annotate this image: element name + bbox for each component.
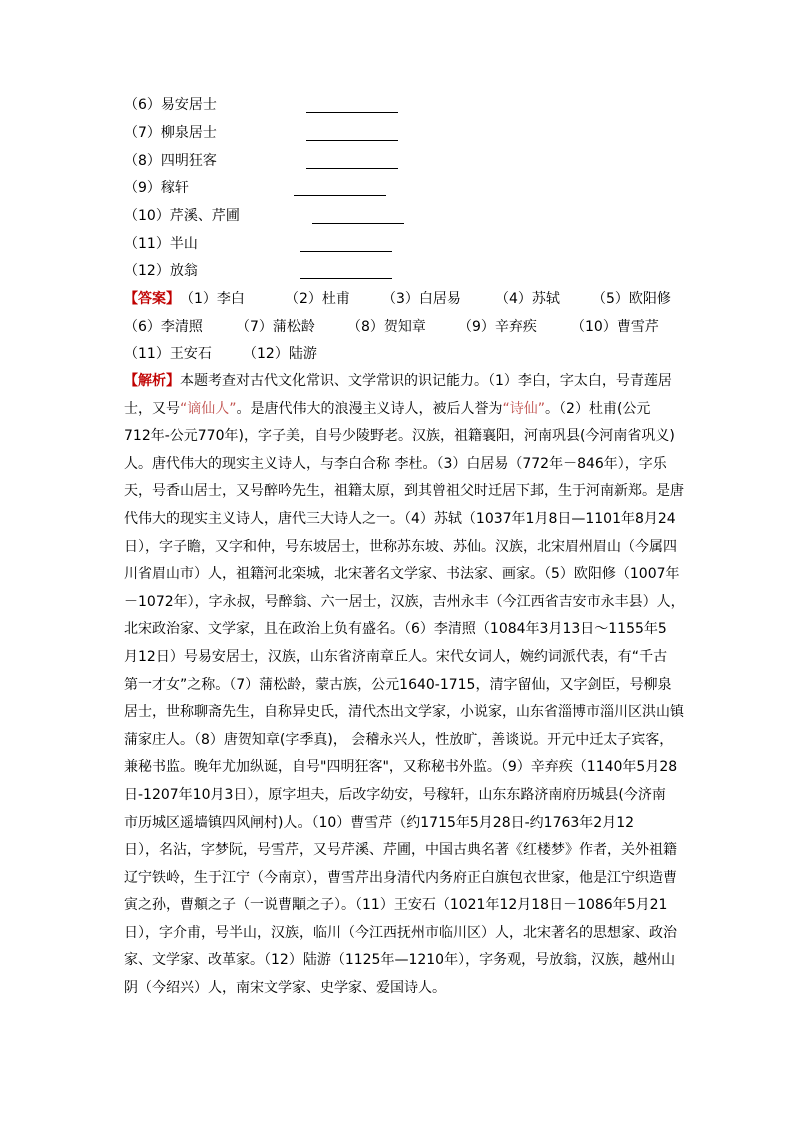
answer-item: （1）李白	[180, 291, 245, 307]
question-label: （9）稼轩	[124, 180, 189, 196]
analysis-line: 第一才女”之称。（7）蒲松龄，蒙古族，公元1640-1715，清字留仙，又字剑臣，号柳泉	[124, 676, 672, 693]
analysis-line: 天，号香山居士，又号醉吟先生，祖籍太原，到其曾祖父时迁居下邽，生于河南新郑。是唐	[124, 483, 684, 500]
answer-item: （4）苏轼	[495, 291, 560, 307]
question-label: （8）四明狂客	[124, 153, 217, 169]
answer-blank[interactable]	[300, 278, 392, 279]
answer-item: （12）陆游	[243, 346, 317, 362]
answer-item: （2）杜甫	[285, 291, 350, 307]
answer-row	[124, 318, 659, 336]
question-line	[124, 207, 240, 225]
analysis-line: 代伟大的现实主义诗人，唐代三大诗人之一。（4）苏轼（1037年1月8日—1101年8月24	[124, 510, 676, 527]
answer-item: （10）曹雪芹	[571, 319, 659, 335]
answer-item: （8）贺知章	[347, 319, 426, 335]
analysis-paragraph	[124, 368, 685, 1003]
answer-item: （3）白居易	[382, 291, 461, 307]
question-line	[124, 124, 217, 142]
answer-blank[interactable]	[306, 168, 398, 169]
answer-row	[124, 345, 317, 363]
analysis-line: 兼秘书监。晚年尤加纵诞，自号"四明狂客"，又称秘书外监。（9）辛弃疾（1140年5月28	[124, 759, 678, 776]
analysis-line: 日-1207年10月3日），原字坦夫，后改字幼安，号稼轩，山东东路济南府历城县(今济南	[124, 786, 666, 803]
analysis-line: 寅之孙，曹頫之子（一说曹顒之子）。（11）王安石（1021年12月18日－1086年5月21	[124, 897, 668, 914]
analysis-line: 川省眉山市）人，祖籍河北栾城，北宋著名文学家、书法家、画家。（5）欧阳修（1007年	[124, 566, 680, 583]
question-label: （10）芹溪、芹圃	[124, 208, 240, 224]
analysis-line: 居士，世称聊斋先生，自称异史氏，清代杰出文学家，小说家，山东省淄博市淄川区洪山镇	[124, 704, 684, 721]
answer-blank[interactable]	[306, 140, 398, 141]
answer-blank[interactable]	[306, 112, 398, 113]
question-label: （11）半山	[124, 236, 198, 252]
question-line	[124, 96, 217, 114]
answer-row	[124, 290, 671, 308]
answer-tag: 【答案】	[124, 291, 180, 307]
answer-item: （6）李清照	[124, 319, 203, 335]
answer-item: （11）王安石	[124, 346, 212, 362]
analysis-line: 辽宁铁岭，生于江宁（今南京），曹雪芹出身清代内务府正白旗包衣世家，他是江宁织造曹	[124, 869, 677, 886]
question-label: （12）放翁	[124, 263, 198, 279]
highlight-text: “诗仙”	[502, 400, 546, 417]
answer-item: （5）欧阳修	[592, 291, 671, 307]
answer-item: （9）辛弃疾	[458, 319, 537, 335]
question-line	[124, 235, 198, 253]
question-line	[124, 262, 198, 280]
analysis-tag: 【解析】	[124, 373, 180, 389]
highlight-text: “谪仙人”	[180, 400, 237, 417]
question-label: （6）易安居士	[124, 97, 217, 113]
analysis-line: －1072年），字永叔，号醉翁、六一居士，汉族，吉州永丰（今江西省吉安市永丰县）人，	[124, 593, 685, 610]
analysis-line: 712年-公元770年)，字子美，自号少陵野老。汉族，祖籍襄阳，河南巩县(今河南省巩义)	[124, 428, 675, 445]
answer-blank[interactable]	[300, 251, 392, 252]
analysis-line: 北宋政治家、文学家，且在政治上负有盛名。（6）李清照（1084年3月13日～1155年5	[124, 621, 667, 638]
question-line	[124, 152, 217, 170]
answer-item: （7）蒲松龄	[236, 319, 315, 335]
analysis-line: 月12日）号易安居士，汉族，山东省济南章丘人。宋代女词人，婉约词派代表，有“千古	[124, 648, 668, 665]
analysis-line: 士，又号“谪仙人”。是唐代伟大的浪漫主义诗人，被后人誉为“诗仙”。（2）杜甫(公元	[124, 400, 651, 417]
answer-blank[interactable]	[312, 223, 404, 224]
analysis-line: 日），名沾，字梦阮，号雪芹，又号芹溪、芹圃，中国古典名著《红楼梦》作者，关外祖籍	[124, 842, 677, 859]
analysis-line: 日），字子瞻，又字和仲，号东坡居士，世称苏东坡、苏仙。汉族，北宋眉州眉山（今属四	[124, 538, 677, 555]
question-line	[124, 179, 189, 197]
analysis-line: 阴（今绍兴）人，南宋文学家、史学家、爱国诗人。	[124, 980, 446, 997]
analysis-line: 蒲家庄人。（8）唐贺知章(字季真)， 会稽永兴人，性放旷，善谈说。开元中迁太子宾客，	[124, 731, 674, 748]
analysis-line: 市历城区遥墙镇四风闸村)人。（10）曹雪芹（约1715年5月28日-约1763年2月12	[124, 814, 635, 831]
answer-blank[interactable]	[294, 195, 386, 196]
analysis-line: 【解析】本题考查对古代文化常识、文学常识的识记能力。（1）李白，字太白，号青莲居	[124, 373, 672, 389]
question-label: （7）柳泉居士	[124, 125, 217, 141]
analysis-line: 日），字介甫，号半山，汉族，临川（今江西抚州市临川区）人，北宋著名的思想家、政治	[124, 924, 677, 941]
analysis-line: 家、文学家、改革家。（12）陆游（1125年—1210年），字务观，号放翁，汉族，越州山	[124, 952, 676, 969]
analysis-line: 人。唐代伟大的现实主义诗人，与李白合称 李杜。（3）白居易（772年－846年），字乐	[124, 455, 667, 472]
